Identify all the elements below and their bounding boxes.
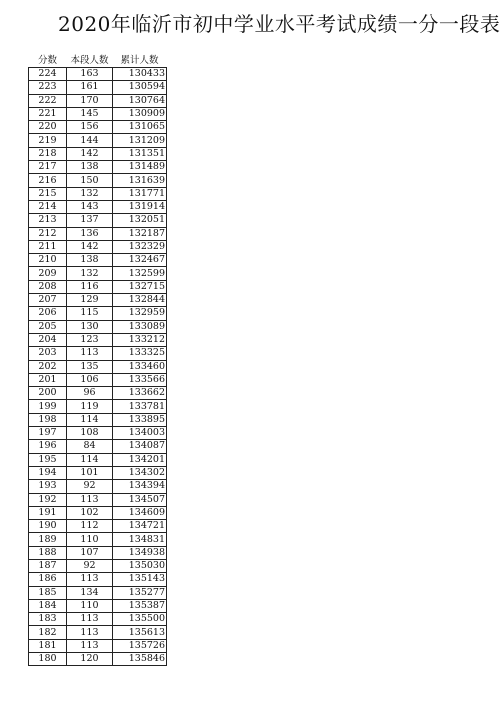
cell-score: 215 <box>29 187 67 200</box>
cell-cumulative-count: 132959 <box>113 307 167 320</box>
cell-score: 182 <box>29 626 67 639</box>
cell-segment-count: 113 <box>67 347 113 360</box>
cell-score: 216 <box>29 174 67 187</box>
cell-segment-count: 138 <box>67 254 113 267</box>
cell-segment-count: 170 <box>67 94 113 107</box>
table-row <box>29 573 167 586</box>
cell-score: 205 <box>29 320 67 333</box>
cell-cumulative-count: 135277 <box>113 586 167 599</box>
cell-score: 184 <box>29 599 67 612</box>
cell-score: 197 <box>29 427 67 440</box>
cell-cumulative-count: 134507 <box>113 493 167 506</box>
cell-score: 212 <box>29 227 67 240</box>
cell-cumulative-count: 133460 <box>113 360 167 373</box>
cell-segment-count: 130 <box>67 320 113 333</box>
table-row <box>29 466 167 479</box>
cell-cumulative-count: 132844 <box>113 294 167 307</box>
table-row <box>29 174 167 187</box>
cell-cumulative-count: 135143 <box>113 573 167 586</box>
cell-segment-count: 129 <box>67 294 113 307</box>
cell-cumulative-count: 133895 <box>113 413 167 426</box>
cell-score: 221 <box>29 107 67 120</box>
cell-cumulative-count: 131065 <box>113 121 167 134</box>
table-row <box>29 134 167 147</box>
cell-cumulative-count: 131639 <box>113 174 167 187</box>
table-row <box>29 373 167 386</box>
cell-cumulative-count: 130909 <box>113 107 167 120</box>
cell-cumulative-count: 133212 <box>113 333 167 346</box>
cell-segment-count: 84 <box>67 440 113 453</box>
table-row <box>29 320 167 333</box>
table-row <box>29 214 167 227</box>
cell-score: 204 <box>29 333 67 346</box>
cell-segment-count: 113 <box>67 626 113 639</box>
score-distribution-table <box>28 55 167 666</box>
cell-segment-count: 119 <box>67 400 113 413</box>
cell-segment-count: 132 <box>67 187 113 200</box>
cell-cumulative-count: 134609 <box>113 506 167 519</box>
cell-segment-count: 163 <box>67 68 113 81</box>
table-row <box>29 147 167 160</box>
cell-cumulative-count: 133662 <box>113 387 167 400</box>
cell-cumulative-count: 131489 <box>113 161 167 174</box>
cell-cumulative-count: 132715 <box>113 280 167 293</box>
cell-cumulative-count: 134721 <box>113 520 167 533</box>
cell-score: 183 <box>29 613 67 626</box>
cell-score: 180 <box>29 653 67 666</box>
cell-score: 193 <box>29 480 67 493</box>
cell-cumulative-count: 133089 <box>113 320 167 333</box>
table-row <box>29 227 167 240</box>
table-row <box>29 613 167 626</box>
cell-cumulative-count: 130594 <box>113 81 167 94</box>
cell-segment-count: 114 <box>67 413 113 426</box>
table-row <box>29 387 167 400</box>
cell-segment-count: 142 <box>67 240 113 253</box>
cell-segment-count: 135 <box>67 360 113 373</box>
cell-segment-count: 107 <box>67 546 113 559</box>
cell-segment-count: 112 <box>67 520 113 533</box>
header-score: 分数 <box>29 55 67 68</box>
table-row <box>29 360 167 373</box>
cell-score: 186 <box>29 573 67 586</box>
table-row <box>29 520 167 533</box>
cell-segment-count: 108 <box>67 427 113 440</box>
cell-score: 200 <box>29 387 67 400</box>
table-row <box>29 653 167 666</box>
table-row <box>29 559 167 572</box>
cell-segment-count: 101 <box>67 466 113 479</box>
cell-segment-count: 144 <box>67 134 113 147</box>
cell-score: 202 <box>29 360 67 373</box>
table-row <box>29 94 167 107</box>
cell-cumulative-count: 134831 <box>113 533 167 546</box>
cell-cumulative-count: 134394 <box>113 480 167 493</box>
table-row <box>29 639 167 652</box>
table-row <box>29 493 167 506</box>
cell-score: 217 <box>29 161 67 174</box>
table-row <box>29 427 167 440</box>
cell-cumulative-count: 133781 <box>113 400 167 413</box>
cell-score: 213 <box>29 214 67 227</box>
cell-score: 218 <box>29 147 67 160</box>
table-row <box>29 586 167 599</box>
table-row <box>29 200 167 213</box>
cell-score: 210 <box>29 254 67 267</box>
cell-cumulative-count: 131351 <box>113 147 167 160</box>
cell-score: 196 <box>29 440 67 453</box>
cell-score: 220 <box>29 121 67 134</box>
cell-cumulative-count: 131771 <box>113 187 167 200</box>
cell-segment-count: 113 <box>67 573 113 586</box>
cell-segment-count: 110 <box>67 533 113 546</box>
cell-cumulative-count: 135030 <box>113 559 167 572</box>
cell-cumulative-count: 130433 <box>113 68 167 81</box>
cell-segment-count: 116 <box>67 280 113 293</box>
cell-score: 207 <box>29 294 67 307</box>
cell-cumulative-count: 134938 <box>113 546 167 559</box>
table-row <box>29 307 167 320</box>
cell-segment-count: 150 <box>67 174 113 187</box>
cell-segment-count: 96 <box>67 387 113 400</box>
cell-cumulative-count: 130764 <box>113 94 167 107</box>
header-cumulative-count: 累计人数 <box>113 55 167 68</box>
table-row <box>29 453 167 466</box>
cell-score: 195 <box>29 453 67 466</box>
table-row <box>29 68 167 81</box>
cell-score: 223 <box>29 81 67 94</box>
cell-cumulative-count: 131914 <box>113 200 167 213</box>
table-row <box>29 599 167 612</box>
cell-segment-count: 113 <box>67 639 113 652</box>
table-row <box>29 480 167 493</box>
cell-segment-count: 161 <box>67 81 113 94</box>
cell-cumulative-count: 134087 <box>113 440 167 453</box>
cell-segment-count: 113 <box>67 493 113 506</box>
cell-score: 198 <box>29 413 67 426</box>
cell-cumulative-count: 132599 <box>113 267 167 280</box>
cell-score: 224 <box>29 68 67 81</box>
cell-cumulative-count: 135613 <box>113 626 167 639</box>
cell-segment-count: 143 <box>67 200 113 213</box>
cell-segment-count: 132 <box>67 267 113 280</box>
cell-cumulative-count: 132187 <box>113 227 167 240</box>
table-row <box>29 533 167 546</box>
document-title: 2020年临沂市初中学业水平考试成绩一分一段表 <box>58 12 500 36</box>
cell-segment-count: 137 <box>67 214 113 227</box>
table-row <box>29 506 167 519</box>
table-row <box>29 267 167 280</box>
cell-score: 208 <box>29 280 67 293</box>
table-row <box>29 413 167 426</box>
cell-score: 194 <box>29 466 67 479</box>
table-row <box>29 254 167 267</box>
cell-cumulative-count: 134201 <box>113 453 167 466</box>
table-row <box>29 333 167 346</box>
cell-score: 191 <box>29 506 67 519</box>
cell-cumulative-count: 132467 <box>113 254 167 267</box>
table-row <box>29 107 167 120</box>
cell-score: 181 <box>29 639 67 652</box>
header-segment-count: 本段人数 <box>67 55 113 68</box>
table-row <box>29 546 167 559</box>
table-row <box>29 161 167 174</box>
cell-segment-count: 115 <box>67 307 113 320</box>
cell-cumulative-count: 131209 <box>113 134 167 147</box>
table-row <box>29 187 167 200</box>
cell-score: 189 <box>29 533 67 546</box>
cell-score: 192 <box>29 493 67 506</box>
cell-segment-count: 92 <box>67 480 113 493</box>
table-row <box>29 240 167 253</box>
cell-segment-count: 102 <box>67 506 113 519</box>
cell-cumulative-count: 133325 <box>113 347 167 360</box>
cell-score: 211 <box>29 240 67 253</box>
cell-segment-count: 134 <box>67 586 113 599</box>
table-row <box>29 626 167 639</box>
cell-score: 214 <box>29 200 67 213</box>
cell-score: 187 <box>29 559 67 572</box>
cell-cumulative-count: 135846 <box>113 653 167 666</box>
table-row <box>29 294 167 307</box>
cell-score: 203 <box>29 347 67 360</box>
cell-cumulative-count: 134302 <box>113 466 167 479</box>
cell-score: 190 <box>29 520 67 533</box>
table-row <box>29 280 167 293</box>
table-body <box>29 68 167 666</box>
cell-segment-count: 113 <box>67 613 113 626</box>
cell-segment-count: 120 <box>67 653 113 666</box>
cell-segment-count: 138 <box>67 161 113 174</box>
cell-segment-count: 145 <box>67 107 113 120</box>
table-row <box>29 81 167 94</box>
cell-segment-count: 136 <box>67 227 113 240</box>
cell-score: 219 <box>29 134 67 147</box>
cell-segment-count: 123 <box>67 333 113 346</box>
cell-score: 199 <box>29 400 67 413</box>
cell-cumulative-count: 132329 <box>113 240 167 253</box>
cell-segment-count: 114 <box>67 453 113 466</box>
cell-segment-count: 106 <box>67 373 113 386</box>
cell-cumulative-count: 132051 <box>113 214 167 227</box>
cell-segment-count: 92 <box>67 559 113 572</box>
cell-segment-count: 110 <box>67 599 113 612</box>
cell-segment-count: 156 <box>67 121 113 134</box>
cell-score: 206 <box>29 307 67 320</box>
cell-score: 209 <box>29 267 67 280</box>
cell-segment-count: 142 <box>67 147 113 160</box>
cell-cumulative-count: 133566 <box>113 373 167 386</box>
cell-score: 185 <box>29 586 67 599</box>
cell-score: 222 <box>29 94 67 107</box>
table-row <box>29 400 167 413</box>
cell-cumulative-count: 135387 <box>113 599 167 612</box>
cell-cumulative-count: 135726 <box>113 639 167 652</box>
table-header-row <box>29 55 167 68</box>
table-row <box>29 440 167 453</box>
cell-cumulative-count: 135500 <box>113 613 167 626</box>
cell-score: 201 <box>29 373 67 386</box>
cell-cumulative-count: 134003 <box>113 427 167 440</box>
table-row <box>29 347 167 360</box>
table-row <box>29 121 167 134</box>
cell-score: 188 <box>29 546 67 559</box>
